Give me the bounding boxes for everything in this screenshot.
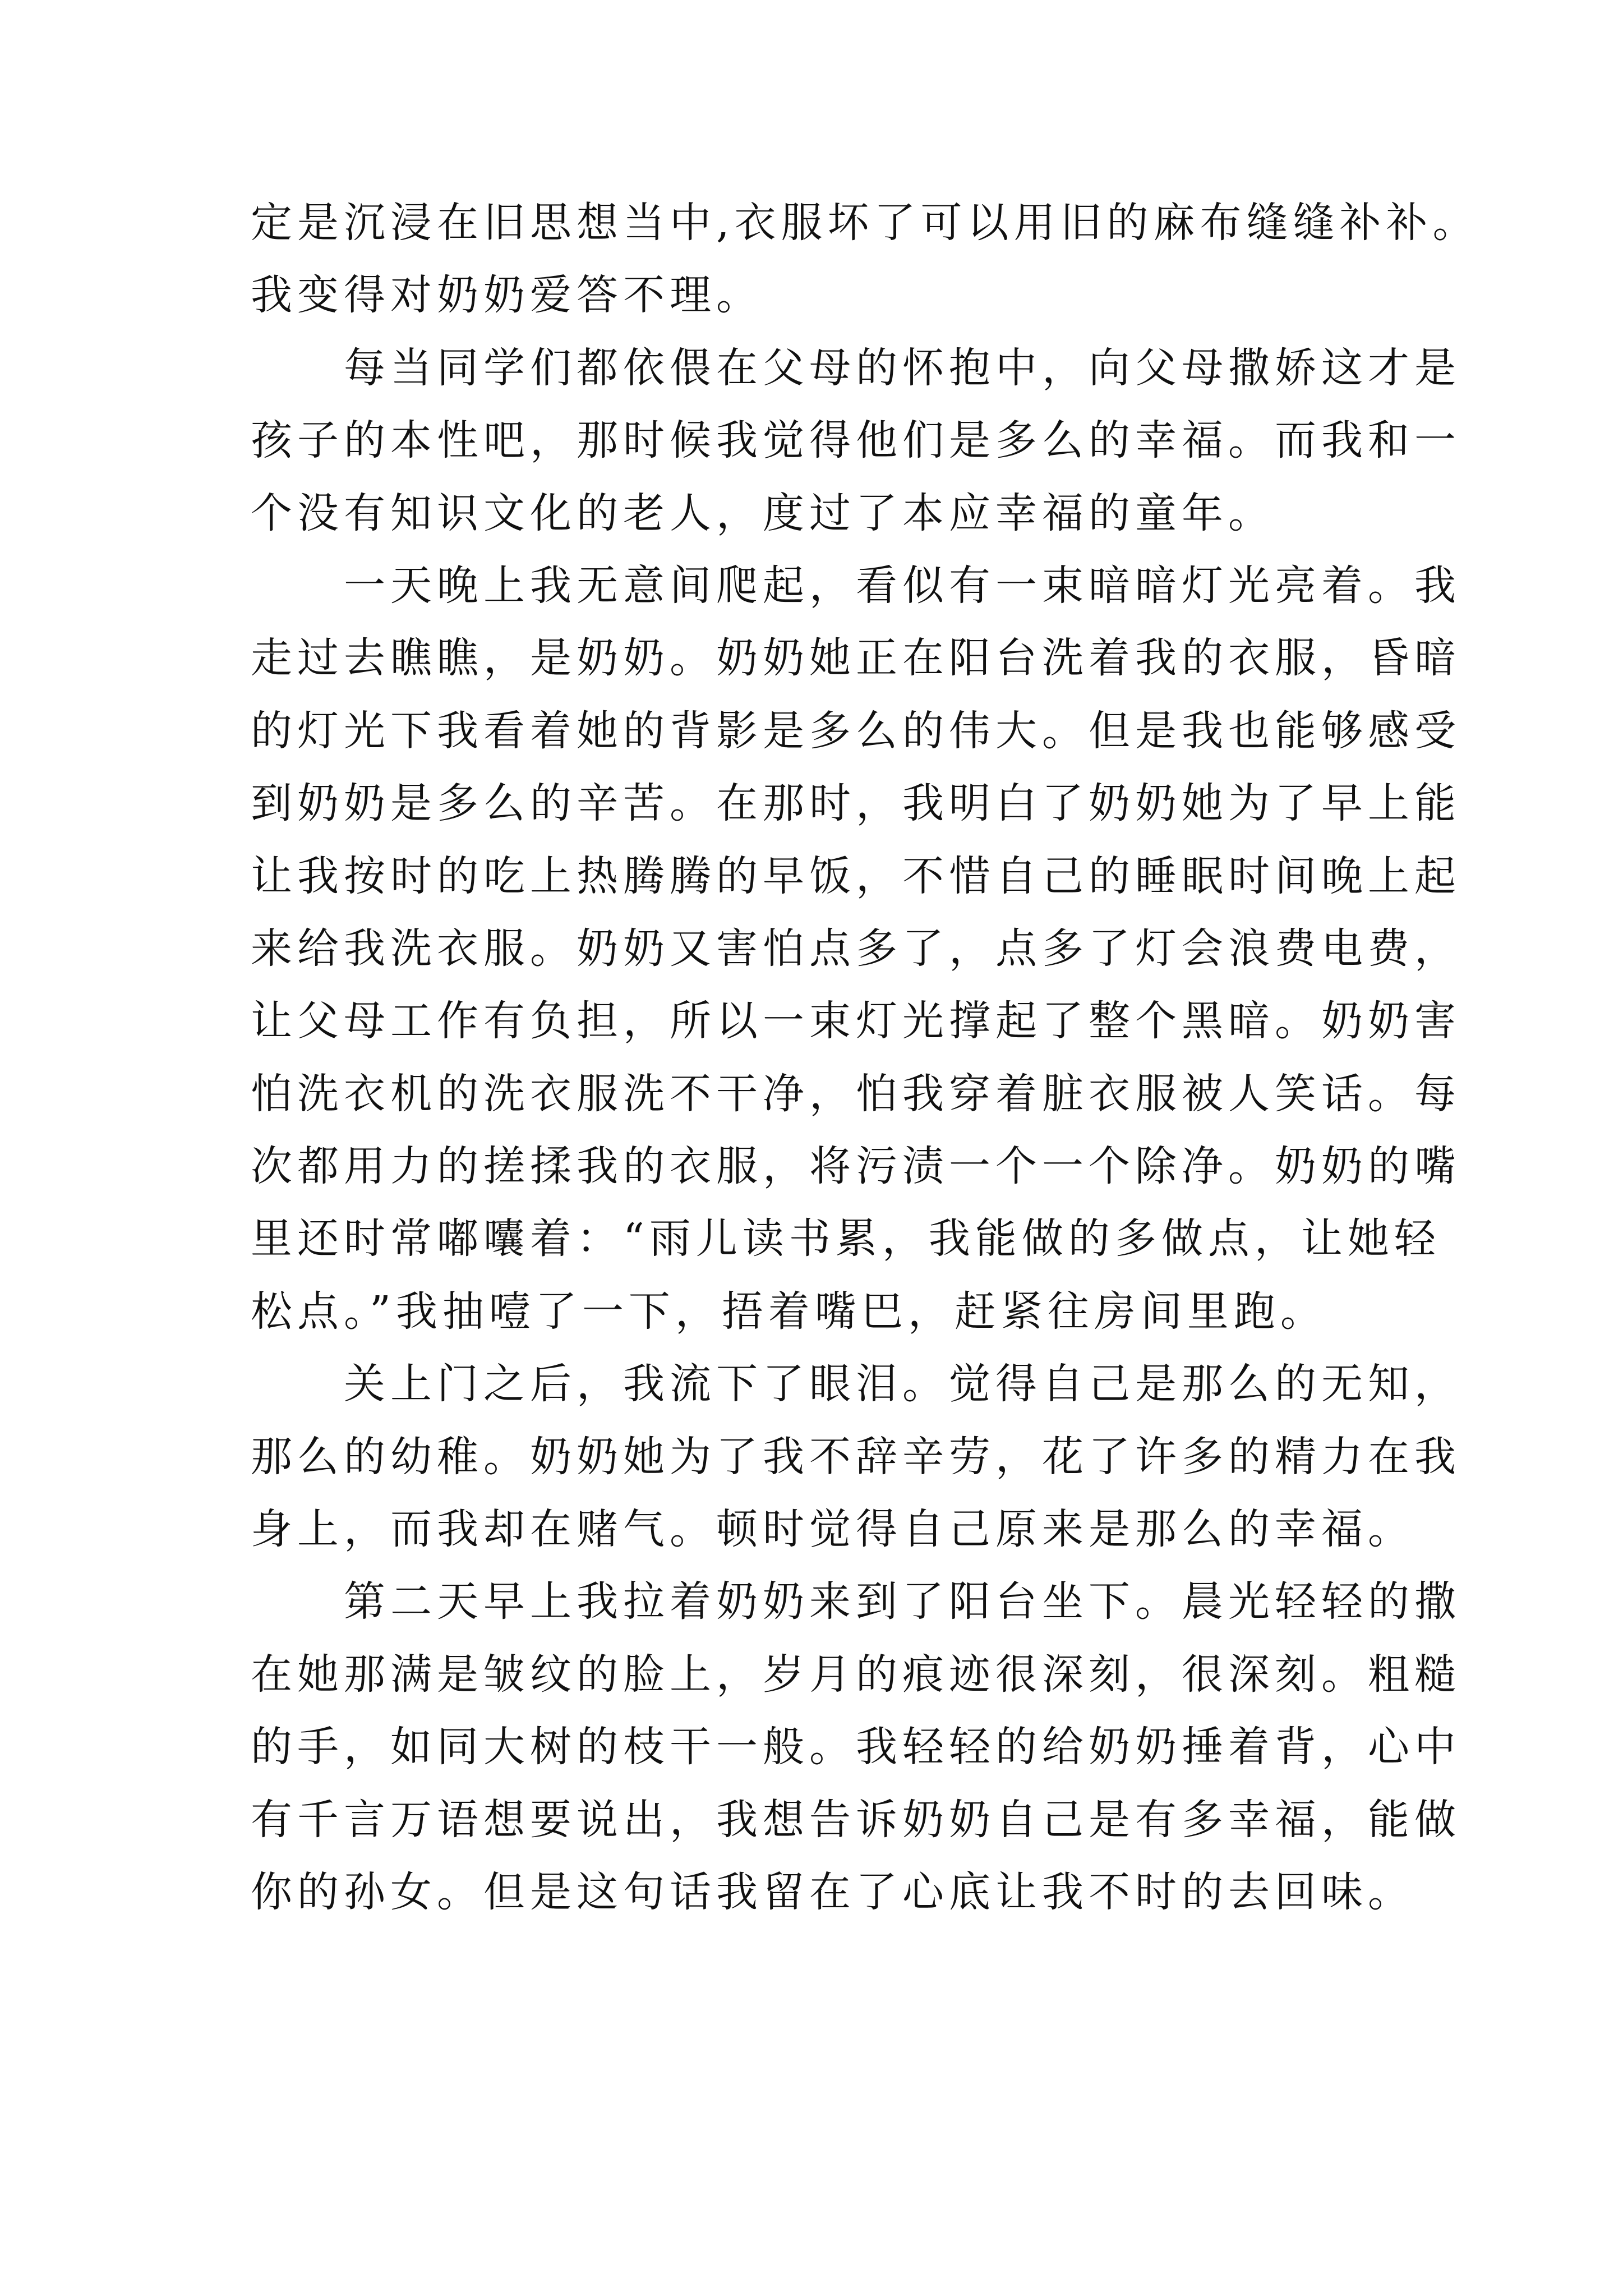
text-line: 你的孙女。但是这句话我留在了心底让我不时的去回味。 <box>251 1867 1414 1916</box>
text-line: 次都用力的搓揉我的衣服，将污渍一个一个除净。奶奶的嘴 <box>251 1142 1461 1191</box>
text-line: 有千言万语想要说出，我想告诉奶奶自己是有多幸福，能做 <box>251 1795 1461 1844</box>
text-line: 怕洗衣机的洗衣服洗不干净，怕我穿着脏衣服被人笑话。每 <box>251 1069 1461 1118</box>
text-line: 让父母工作有负担，所以一束灯光撑起了整个黑暗。奶奶害 <box>251 997 1461 1046</box>
text-line: 松点。”我抽噎了一下，捂着嘴巴，赶紧往房间里跑。 <box>251 1287 1327 1336</box>
document-body <box>251 187 1479 1929</box>
text-line: 的灯光下我看着她的背影是多么的伟大。但是我也能够感受 <box>251 706 1461 755</box>
text-line: 让我按时的吃上热腾腾的早饭，不惜自己的睡眠时间晚上起 <box>251 852 1461 900</box>
text-line: 里还时常嘟囔着：“雨儿读书累，我能做的多做点，让她轻 <box>251 1214 1441 1263</box>
text-line: 身上，而我却在赌气。顿时觉得自己原来是那么的幸福。 <box>251 1505 1414 1554</box>
text-line: 走过去瞧瞧，是奶奶。奶奶她正在阳台洗着我的衣服，昏暗 <box>251 634 1461 683</box>
text-line: 定是沉浸在旧思想当中,衣服坏了可以用旧的麻布缝缝补补。 <box>251 199 1479 247</box>
text-line: 孩子的本性吧，那时候我觉得他们是多么的幸福。而我和一 <box>251 416 1461 465</box>
text-line: 在她那满是皱纹的脸上，岁月的痕迹很深刻，很深刻。粗糙 <box>251 1650 1461 1699</box>
text-line: 每当同学们都依偎在父母的怀抱中，向父母撒娇这才是 <box>251 343 1461 392</box>
text-line: 关上门之后，我流下了眼泪。觉得自己是那么的无知， <box>251 1360 1461 1409</box>
text-line: 来给我洗衣服。奶奶又害怕点多了，点多了灯会浪费电费， <box>251 924 1461 973</box>
text-line: 我变得对奶奶爱答不理。 <box>251 271 763 320</box>
text-line: 第二天早上我拉着奶奶来到了阳台坐下。晨光轻轻的撒 <box>251 1577 1461 1626</box>
text-line: 那么的幼稚。奶奶她为了我不辞辛劳，花了许多的精力在我 <box>251 1432 1461 1481</box>
text-line: 的手，如同大树的枝干一般。我轻轻的给奶奶捶着背，心中 <box>251 1723 1461 1772</box>
text-line: 个没有知识文化的老人，度过了本应幸福的童年。 <box>251 489 1275 537</box>
text-line: 一天晚上我无意间爬起，看似有一束暗暗灯光亮着。我 <box>251 561 1461 610</box>
text-line: 到奶奶是多么的辛苦。在那时，我明白了奶奶她为了早上能 <box>251 779 1461 828</box>
